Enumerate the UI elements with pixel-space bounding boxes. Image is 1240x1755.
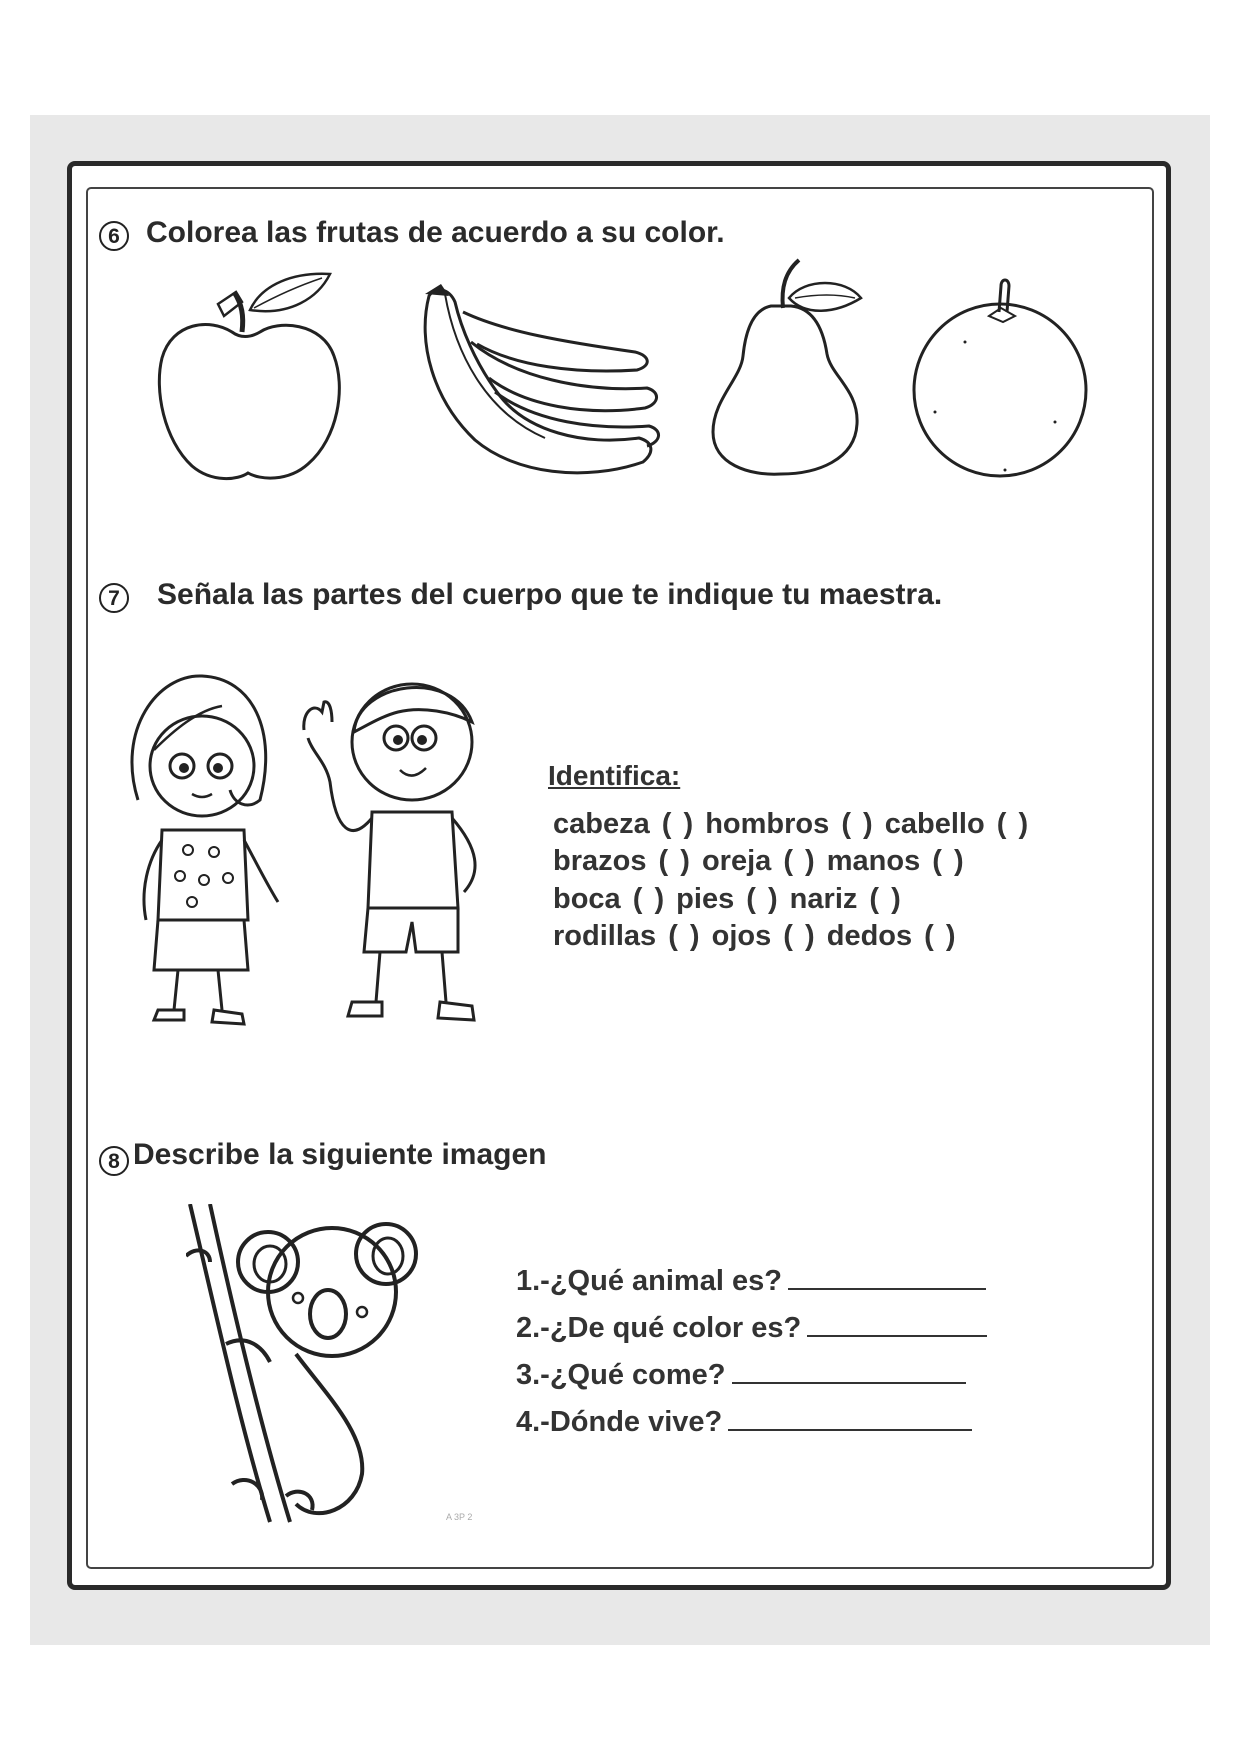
question-line-3	[516, 1356, 966, 1392]
boy-icon	[302, 672, 502, 1032]
question-6-number: 6	[99, 221, 129, 251]
banana-icon	[415, 282, 665, 482]
question-text-2: 2.-¿De qué color es?	[516, 1312, 802, 1344]
koala-icon	[186, 1204, 446, 1524]
identify-row-2: brazos ( ) oreja ( ) manos ( )	[553, 845, 964, 877]
question-text-3: 3.-¿Qué come?	[516, 1359, 726, 1391]
question-text-1: 1.-¿Qué animal es?	[516, 1265, 782, 1297]
identify-row-3: boca ( ) pies ( ) nariz ( )	[553, 883, 901, 915]
pear-icon	[705, 258, 875, 478]
question-6-title: Colorea las frutas de acuerdo a su color.	[146, 216, 725, 249]
footer-mark: A 3P 2	[446, 1512, 473, 1522]
identify-row-1: cabeza ( ) hombros ( ) cabello ( )	[553, 808, 1029, 840]
question-8-title: Describe la siguiente imagen	[133, 1138, 547, 1171]
answer-blank-3[interactable]	[732, 1356, 966, 1384]
question-line-1	[516, 1262, 986, 1298]
orange-icon	[905, 272, 1095, 482]
answer-blank-1[interactable]	[788, 1262, 986, 1290]
identify-label: Identifica:	[548, 760, 681, 791]
apple-icon	[150, 270, 350, 490]
question-text-4: 4.-Dónde vive?	[516, 1406, 723, 1438]
question-7-title: Señala las partes del cuerpo que te indique tu maestra.	[157, 578, 943, 611]
answer-blank-2[interactable]	[807, 1309, 987, 1337]
question-line-2	[516, 1309, 987, 1345]
identify-row-4: rodillas ( ) ojos ( ) dedos ( )	[553, 920, 956, 952]
answer-blank-4[interactable]	[728, 1403, 972, 1431]
question-7-number: 7	[99, 583, 129, 613]
question-8-number: 8	[99, 1146, 129, 1176]
girl-icon	[118, 670, 288, 1030]
question-line-4	[516, 1403, 972, 1439]
